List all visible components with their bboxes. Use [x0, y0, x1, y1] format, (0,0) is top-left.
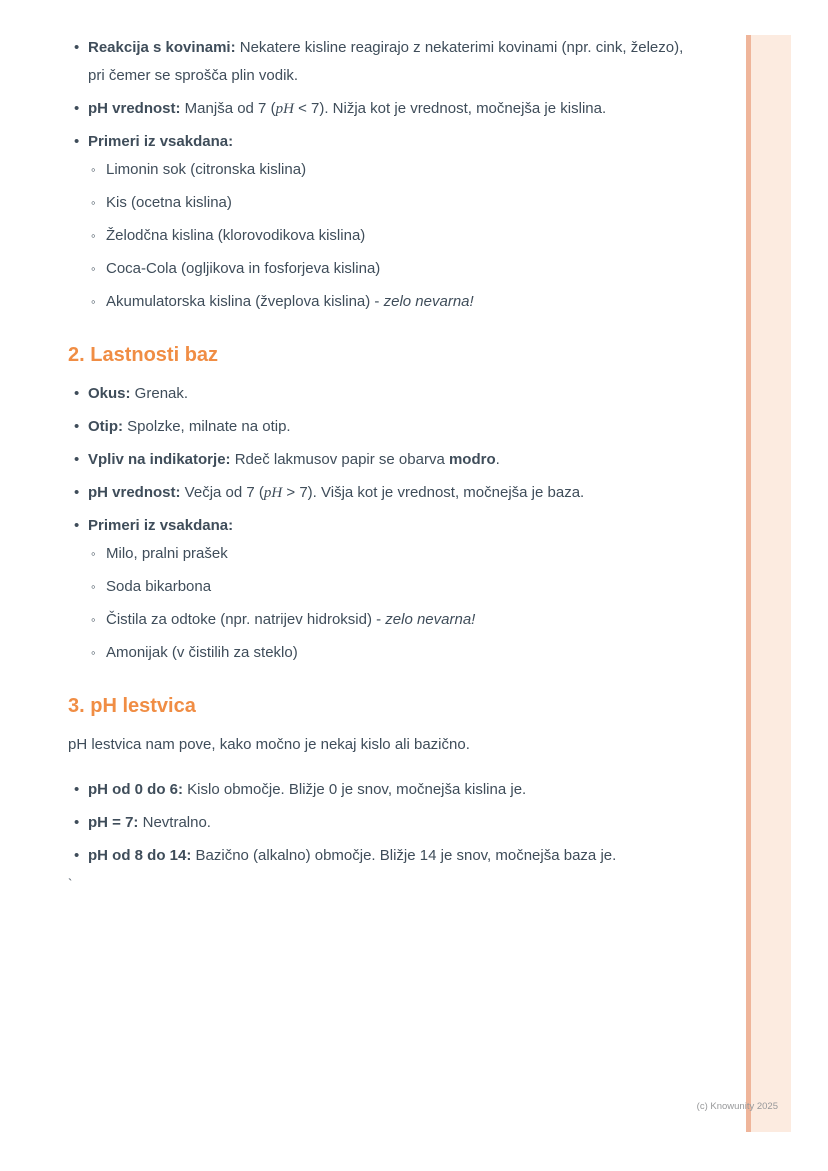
sub-list-item	[88, 222, 688, 250]
text-segment: Coca-Cola (ogljikova in fosforjeva kislina)	[106, 260, 381, 277]
ph-scale-list	[68, 776, 768, 870]
text-segment: Bazično (alkalno) območje. Bližje 14 je snov, močnejša baza je.	[191, 847, 617, 864]
text-segment: Kislo območje. Bližje 0 je snov, močnejša kislina je.	[183, 781, 527, 798]
copyright-watermark: (c) Knowunity 2025	[696, 1101, 778, 1112]
base-properties-list	[68, 380, 768, 667]
section-heading-bases: 2. Lastnosti baz	[68, 344, 219, 366]
text-segment: Milo, pralni prašek	[106, 545, 228, 562]
text-segment: Grenak.	[130, 385, 189, 402]
acid-properties-list	[68, 34, 768, 316]
text-segment: Primeri iz vsakdana:	[88, 133, 234, 150]
stray-backtick-character: `	[68, 876, 73, 891]
text-segment: Spolzke, milnate na otip.	[123, 418, 291, 435]
list-item	[68, 842, 688, 870]
text-segment: > 7). Višja kot je vrednost, močnejša je baza.	[282, 484, 585, 501]
text-segment: Kis (ocetna kislina)	[106, 194, 232, 211]
sub-list-item	[88, 156, 688, 184]
text-segment: Čistila za odtoke (npr. natrijev hidroksid) -	[106, 611, 386, 628]
text-segment: Akumulatorska kislina (žveplova kislina) -	[106, 293, 384, 310]
list-item	[68, 34, 688, 90]
text-segment: Limonin sok (citronska kislina)	[106, 161, 307, 178]
section-heading-ph-scale: 3. pH lestvica	[68, 695, 196, 717]
text-segment: Nekatere kisline reagirajo z nekaterimi kovinami (npr. cink, železo), pri čemer se sprošča plin vodik.	[88, 39, 684, 84]
text-segment: pH = 7:	[88, 814, 139, 831]
list-item	[68, 776, 688, 804]
text-segment: modro	[448, 451, 496, 468]
list-item	[68, 512, 688, 667]
text-segment: Želodčna kislina (klorovodikova kislina)	[106, 227, 366, 244]
text-segment: pH od 0 do 6:	[88, 781, 183, 798]
list-item	[68, 128, 688, 316]
text-segment: pH	[263, 485, 283, 501]
text-segment: pH od 8 do 14:	[88, 847, 192, 864]
text-segment: Otip:	[88, 418, 123, 435]
list-item	[68, 479, 688, 507]
text-segment: zelo nevarna!	[385, 611, 476, 628]
text-segment: Manjša od 7 (	[180, 100, 276, 117]
sub-list-item	[88, 189, 688, 217]
sub-list-item	[88, 639, 688, 667]
ph-scale-intro-paragraph: pH lestvica nam pove, kako močno je nekaj kislo ali bazično.	[68, 736, 470, 753]
sub-list-item	[88, 288, 688, 316]
text-segment: Primeri iz vsakdana:	[88, 517, 234, 534]
sub-list-item	[88, 540, 688, 568]
list-item	[68, 413, 688, 441]
text-segment: pH vrednost:	[88, 100, 181, 117]
text-segment: Vpliv na indikatorje:	[88, 451, 231, 468]
list-item	[68, 380, 688, 408]
text-segment: Reakcija s kovinami:	[88, 39, 236, 56]
text-segment: Amonijak (v čistilih za steklo)	[106, 644, 298, 661]
text-segment: pH vrednost:	[88, 484, 181, 501]
text-segment: zelo nevarna!	[383, 293, 474, 310]
sub-list	[88, 156, 688, 316]
list-item	[68, 95, 688, 123]
text-segment: Večja od 7 (	[180, 484, 264, 501]
sub-list-item	[88, 255, 688, 283]
text-segment: Rdeč lakmusov papir se obarva	[230, 451, 449, 468]
decorative-page-stripe	[746, 35, 791, 1132]
text-segment: Okus:	[88, 385, 131, 402]
text-segment: Soda bikarbona	[106, 578, 212, 595]
sub-list-item	[88, 606, 688, 634]
text-segment: < 7). Nižja kot je vrednost, močnejša je kislina.	[293, 100, 607, 117]
list-item	[68, 446, 688, 474]
sub-list	[88, 540, 688, 667]
text-segment: pH	[275, 101, 294, 117]
text-segment: .	[495, 451, 500, 468]
sub-list-item	[88, 573, 688, 601]
text-segment: Nevtralno.	[138, 814, 211, 831]
list-item	[68, 809, 688, 837]
